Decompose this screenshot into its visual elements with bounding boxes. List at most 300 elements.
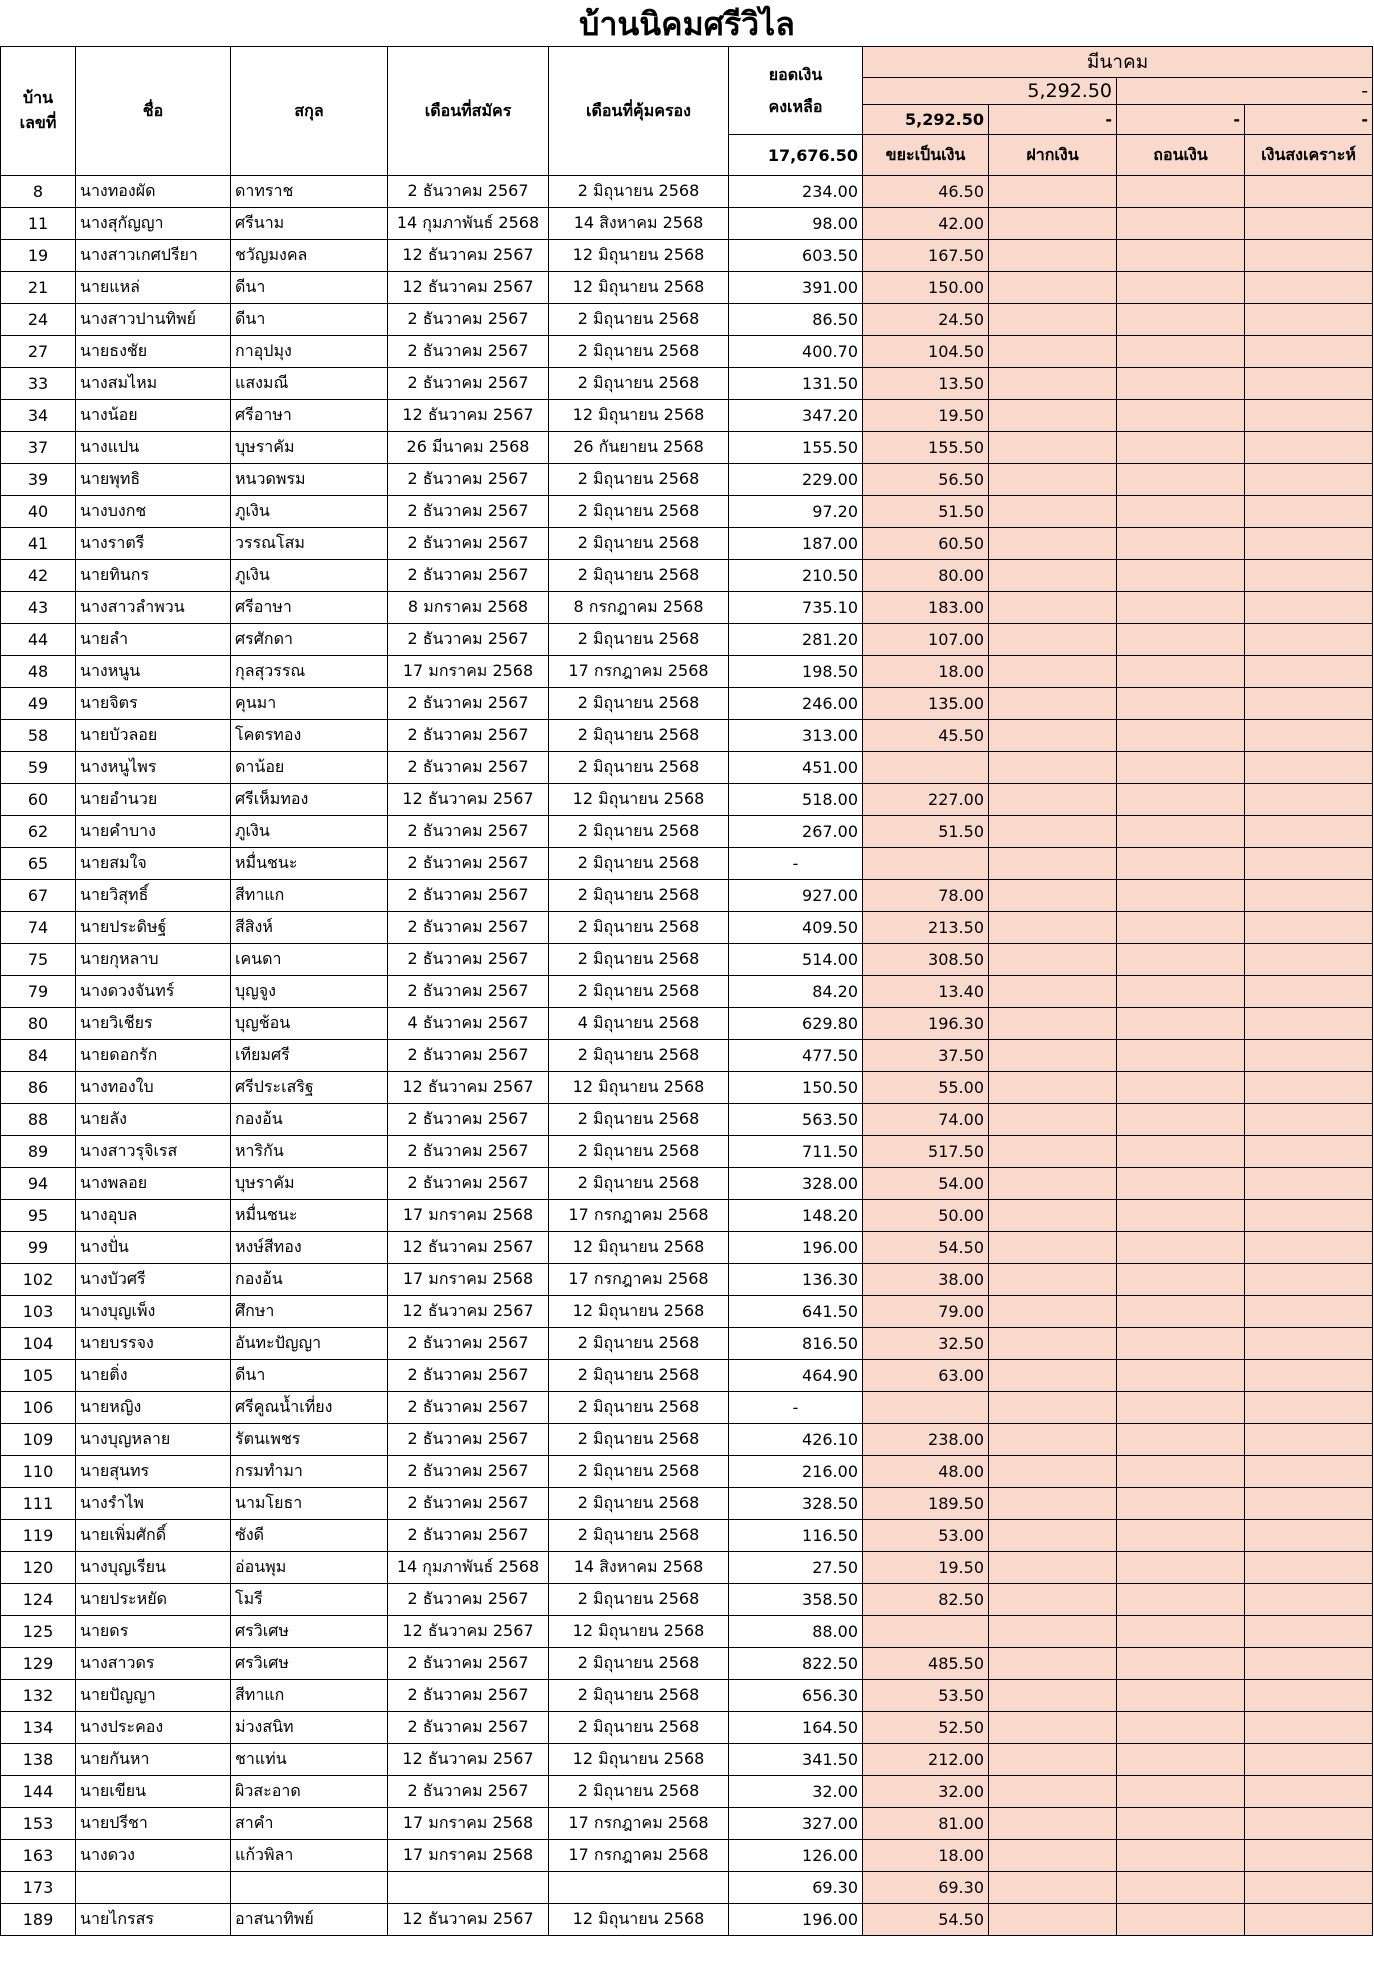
- cell-name: นายอำนวย: [76, 784, 231, 816]
- cell-welfare: [1245, 1488, 1373, 1520]
- cell-applied: 17 มกราคม 2568: [388, 1840, 549, 1872]
- cell-name: นายคำบาง: [76, 816, 231, 848]
- cell-surname: ดีนา: [231, 1360, 388, 1392]
- cell-applied: 2 ธันวาคม 2567: [388, 816, 549, 848]
- cell-welfare: [1245, 1808, 1373, 1840]
- cell-applied: 2 ธันวาคม 2567: [388, 1360, 549, 1392]
- cell-protected: 2 มิถุนายน 2568: [549, 976, 729, 1008]
- cell-name: นางสาวลำพวน: [76, 592, 231, 624]
- cell-house-no: 67: [1, 880, 76, 912]
- cell-withdraw: [1117, 1456, 1245, 1488]
- cell-waste: 54.50: [863, 1232, 989, 1264]
- cell-withdraw: [1117, 528, 1245, 560]
- cell-name: นายติ่ง: [76, 1360, 231, 1392]
- cell-surname: บุษราคัม: [231, 432, 388, 464]
- cell-waste: 167.50: [863, 240, 989, 272]
- cell-withdraw: [1117, 1552, 1245, 1584]
- cell-protected: 2 มิถุนายน 2568: [549, 720, 729, 752]
- cell-protected: 2 มิถุนายน 2568: [549, 752, 729, 784]
- cell-balance: 148.20: [729, 1200, 863, 1232]
- header-surname: สกุล: [231, 47, 388, 176]
- cell-house-no: 48: [1, 656, 76, 688]
- cell-balance: 426.10: [729, 1424, 863, 1456]
- header-waste-value: ขยะเป็นเงิน: [863, 135, 989, 176]
- cell-applied: 2 ธันวาคม 2567: [388, 1584, 549, 1616]
- cell-deposit: [989, 1904, 1117, 1936]
- cell-waste: 485.50: [863, 1648, 989, 1680]
- cell-balance: 187.00: [729, 528, 863, 560]
- cell-withdraw: [1117, 880, 1245, 912]
- cell-name: นางหนูไพร: [76, 752, 231, 784]
- cell-protected: 12 มิถุนายน 2568: [549, 240, 729, 272]
- table-row: [1, 1296, 1373, 1328]
- cell-name: นายเพิ่มศักดิ์: [76, 1520, 231, 1552]
- cell-surname: กาอุปมุง: [231, 336, 388, 368]
- cell-house-no: 134: [1, 1712, 76, 1744]
- cell-surname: ศรีอาษา: [231, 592, 388, 624]
- cell-applied: 8 มกราคม 2568: [388, 592, 549, 624]
- cell-waste: 32.00: [863, 1776, 989, 1808]
- cell-surname: บุษราคัม: [231, 1168, 388, 1200]
- cell-applied: 12 ธันวาคม 2567: [388, 1744, 549, 1776]
- sub-total-4: -: [1245, 105, 1373, 135]
- table-row: [1, 1680, 1373, 1712]
- cell-applied: 2 ธันวาคม 2567: [388, 1520, 549, 1552]
- cell-welfare: [1245, 752, 1373, 784]
- cell-waste: [863, 848, 989, 880]
- table-row: [1, 592, 1373, 624]
- cell-house-no: 125: [1, 1616, 76, 1648]
- cell-balance: 518.00: [729, 784, 863, 816]
- cell-deposit: [989, 464, 1117, 496]
- cell-house-no: 39: [1, 464, 76, 496]
- cell-balance: 88.00: [729, 1616, 863, 1648]
- cell-waste: 52.50: [863, 1712, 989, 1744]
- cell-welfare: [1245, 1584, 1373, 1616]
- cell-house-no: 58: [1, 720, 76, 752]
- sub-total-3: -: [1117, 105, 1245, 135]
- cell-protected: 12 มิถุนายน 2568: [549, 784, 729, 816]
- cell-balance: 464.90: [729, 1360, 863, 1392]
- cell-name: นายกันหา: [76, 1744, 231, 1776]
- cell-deposit: [989, 272, 1117, 304]
- cell-welfare: [1245, 1904, 1373, 1936]
- cell-house-no: 119: [1, 1520, 76, 1552]
- cell-deposit: [989, 848, 1117, 880]
- table-row: [1, 1136, 1373, 1168]
- cell-surname: โคตรทอง: [231, 720, 388, 752]
- cell-balance: 816.50: [729, 1328, 863, 1360]
- header-month: มีนาคม: [863, 47, 1373, 78]
- cell-welfare: [1245, 816, 1373, 848]
- cell-house-no: 11: [1, 208, 76, 240]
- cell-withdraw: [1117, 432, 1245, 464]
- cell-protected: 2 มิถุนายน 2568: [549, 688, 729, 720]
- cell-welfare: [1245, 1392, 1373, 1424]
- cell-deposit: [989, 1648, 1117, 1680]
- cell-balance: 126.00: [729, 1840, 863, 1872]
- cell-surname: กุลสุวรรณ: [231, 656, 388, 688]
- cell-house-no: 173: [1, 1872, 76, 1904]
- table-row: [1, 496, 1373, 528]
- cell-protected: [549, 1872, 729, 1904]
- table-row: [1, 1840, 1373, 1872]
- table-row: [1, 1744, 1373, 1776]
- cell-waste: 55.00: [863, 1072, 989, 1104]
- cell-balance: 641.50: [729, 1296, 863, 1328]
- savings-table: [0, 46, 1373, 1936]
- cell-applied: 2 ธันวาคม 2567: [388, 304, 549, 336]
- cell-house-no: 21: [1, 272, 76, 304]
- cell-surname: ศรีเห็มทอง: [231, 784, 388, 816]
- cell-welfare: [1245, 1552, 1373, 1584]
- cell-waste: 19.50: [863, 1552, 989, 1584]
- cell-protected: 2 มิถุนายน 2568: [549, 368, 729, 400]
- cell-protected: 2 มิถุนายน 2568: [549, 1040, 729, 1072]
- cell-deposit: [989, 1008, 1117, 1040]
- cell-welfare: [1245, 848, 1373, 880]
- cell-balance: 27.50: [729, 1552, 863, 1584]
- cell-withdraw: [1117, 336, 1245, 368]
- cell-welfare: [1245, 1680, 1373, 1712]
- cell-name: นางสาวปานทิพย์: [76, 304, 231, 336]
- cell-balance: 216.00: [729, 1456, 863, 1488]
- cell-welfare: [1245, 688, 1373, 720]
- cell-balance: 86.50: [729, 304, 863, 336]
- cell-name: นายธงชัย: [76, 336, 231, 368]
- cell-name: นางสาวเกศปรียา: [76, 240, 231, 272]
- cell-welfare: [1245, 720, 1373, 752]
- cell-house-no: 111: [1, 1488, 76, 1520]
- cell-waste: 82.50: [863, 1584, 989, 1616]
- cell-house-no: 99: [1, 1232, 76, 1264]
- cell-deposit: [989, 176, 1117, 208]
- page-title: บ้านนิคมศรีวิไล: [579, 5, 795, 43]
- cell-withdraw: [1117, 848, 1245, 880]
- cell-applied: 2 ธันวาคม 2567: [388, 624, 549, 656]
- cell-protected: 2 มิถุนายน 2568: [549, 1680, 729, 1712]
- cell-protected: 12 มิถุนายน 2568: [549, 1296, 729, 1328]
- cell-welfare: [1245, 400, 1373, 432]
- cell-name: นางทองใบ: [76, 1072, 231, 1104]
- cell-deposit: [989, 1744, 1117, 1776]
- cell-name: นายแหล่: [76, 272, 231, 304]
- cell-withdraw: [1117, 1328, 1245, 1360]
- cell-welfare: [1245, 1840, 1373, 1872]
- table-row: [1, 1488, 1373, 1520]
- cell-waste: 155.50: [863, 432, 989, 464]
- cell-name: นายประหยัด: [76, 1584, 231, 1616]
- cell-applied: 12 ธันวาคม 2567: [388, 240, 549, 272]
- cell-protected: 14 สิงหาคม 2568: [549, 1552, 729, 1584]
- cell-surname: ศรีอาษา: [231, 400, 388, 432]
- cell-welfare: [1245, 1072, 1373, 1104]
- cell-name: นายวิเชียร: [76, 1008, 231, 1040]
- cell-balance: 822.50: [729, 1648, 863, 1680]
- cell-welfare: [1245, 624, 1373, 656]
- cell-balance: -: [729, 848, 863, 880]
- cell-deposit: [989, 1232, 1117, 1264]
- cell-withdraw: [1117, 464, 1245, 496]
- cell-applied: 2 ธันวาคม 2567: [388, 1456, 549, 1488]
- cell-surname: คุนมา: [231, 688, 388, 720]
- cell-waste: 37.50: [863, 1040, 989, 1072]
- cell-name: นายดร: [76, 1616, 231, 1648]
- cell-deposit: [989, 1776, 1117, 1808]
- cell-surname: หาริกัน: [231, 1136, 388, 1168]
- cell-deposit: [989, 400, 1117, 432]
- cell-house-no: 75: [1, 944, 76, 976]
- cell-surname: หงษ์สีทอง: [231, 1232, 388, 1264]
- cell-protected: 2 มิถุนายน 2568: [549, 304, 729, 336]
- cell-waste: 13.40: [863, 976, 989, 1008]
- cell-name: นางบุญเรียน: [76, 1552, 231, 1584]
- cell-applied: 2 ธันวาคม 2567: [388, 880, 549, 912]
- cell-applied: 2 ธันวาคม 2567: [388, 528, 549, 560]
- cell-surname: สีทาแก: [231, 880, 388, 912]
- cell-waste: 150.00: [863, 272, 989, 304]
- table-body: [1, 176, 1373, 1936]
- cell-surname: สีสิงห์: [231, 912, 388, 944]
- cell-name: นางบุญเพ็ง: [76, 1296, 231, 1328]
- cell-name: นางสุกัญญา: [76, 208, 231, 240]
- cell-deposit: [989, 1584, 1117, 1616]
- table-row: [1, 656, 1373, 688]
- cell-applied: 12 ธันวาคม 2567: [388, 272, 549, 304]
- table-row: [1, 336, 1373, 368]
- cell-house-no: 43: [1, 592, 76, 624]
- table-row: [1, 1104, 1373, 1136]
- cell-house-no: 34: [1, 400, 76, 432]
- cell-house-no: 79: [1, 976, 76, 1008]
- cell-welfare: [1245, 912, 1373, 944]
- table-row: [1, 848, 1373, 880]
- cell-deposit: [989, 560, 1117, 592]
- cell-protected: 2 มิถุนายน 2568: [549, 1776, 729, 1808]
- cell-name: นายปัญญา: [76, 1680, 231, 1712]
- cell-welfare: [1245, 368, 1373, 400]
- cell-protected: 2 มิถุนายน 2568: [549, 880, 729, 912]
- cell-name: นางรำไพ: [76, 1488, 231, 1520]
- cell-name: นางบุญหลาย: [76, 1424, 231, 1456]
- cell-balance: 84.20: [729, 976, 863, 1008]
- cell-waste: 46.50: [863, 176, 989, 208]
- cell-protected: 12 มิถุนายน 2568: [549, 1232, 729, 1264]
- table-row: [1, 1616, 1373, 1648]
- cell-withdraw: [1117, 1008, 1245, 1040]
- cell-waste: 56.50: [863, 464, 989, 496]
- cell-deposit: [989, 656, 1117, 688]
- cell-name: นางน้อย: [76, 400, 231, 432]
- cell-waste: 183.00: [863, 592, 989, 624]
- table-row: [1, 176, 1373, 208]
- table-row: [1, 880, 1373, 912]
- cell-surname: กรมทำมา: [231, 1456, 388, 1488]
- cell-deposit: [989, 1520, 1117, 1552]
- cell-house-no: 86: [1, 1072, 76, 1104]
- cell-welfare: [1245, 1328, 1373, 1360]
- cell-withdraw: [1117, 272, 1245, 304]
- cell-withdraw: [1117, 784, 1245, 816]
- cell-name: นางพลอย: [76, 1168, 231, 1200]
- cell-applied: 12 ธันวาคม 2567: [388, 1296, 549, 1328]
- cell-waste: 63.00: [863, 1360, 989, 1392]
- cell-applied: 2 ธันวาคม 2567: [388, 560, 549, 592]
- cell-withdraw: [1117, 1840, 1245, 1872]
- cell-protected: 2 มิถุนายน 2568: [549, 912, 729, 944]
- cell-applied: 2 ธันวาคม 2567: [388, 912, 549, 944]
- table-row: [1, 752, 1373, 784]
- cell-name: นายบรรจง: [76, 1328, 231, 1360]
- balance-total: 17,676.50: [729, 135, 863, 176]
- cell-protected: 2 มิถุนายน 2568: [549, 1488, 729, 1520]
- cell-deposit: [989, 1392, 1117, 1424]
- cell-house-no: 94: [1, 1168, 76, 1200]
- cell-house-no: 80: [1, 1008, 76, 1040]
- cell-welfare: [1245, 1424, 1373, 1456]
- table-row: [1, 1232, 1373, 1264]
- header-balance: ยอดเงิน คงเหลือ: [729, 47, 863, 135]
- cell-name: นางแปน: [76, 432, 231, 464]
- cell-protected: 2 มิถุนายน 2568: [549, 816, 729, 848]
- cell-house-no: 153: [1, 1808, 76, 1840]
- cell-house-no: 60: [1, 784, 76, 816]
- cell-applied: 2 ธันวาคม 2567: [388, 464, 549, 496]
- table-row: [1, 1040, 1373, 1072]
- cell-protected: 2 มิถุนายน 2568: [549, 1584, 729, 1616]
- cell-applied: 12 ธันวาคม 2567: [388, 1072, 549, 1104]
- cell-name: นายไกรสร: [76, 1904, 231, 1936]
- cell-withdraw: [1117, 1520, 1245, 1552]
- cell-protected: 2 มิถุนายน 2568: [549, 848, 729, 880]
- cell-house-no: 24: [1, 304, 76, 336]
- cell-balance: 563.50: [729, 1104, 863, 1136]
- cell-applied: 2 ธันวาคม 2567: [388, 1776, 549, 1808]
- cell-balance: 391.00: [729, 272, 863, 304]
- cell-balance: 267.00: [729, 816, 863, 848]
- cell-waste: 53.00: [863, 1520, 989, 1552]
- cell-waste: 54.50: [863, 1904, 989, 1936]
- cell-withdraw: [1117, 912, 1245, 944]
- cell-deposit: [989, 1552, 1117, 1584]
- cell-surname: ผิวสะอาด: [231, 1776, 388, 1808]
- cell-balance: 514.00: [729, 944, 863, 976]
- cell-welfare: [1245, 1168, 1373, 1200]
- cell-applied: 17 มกราคม 2568: [388, 1200, 549, 1232]
- cell-surname: วรรณโสม: [231, 528, 388, 560]
- cell-applied: 2 ธันวาคม 2567: [388, 720, 549, 752]
- cell-protected: 12 มิถุนายน 2568: [549, 1072, 729, 1104]
- cell-applied: 12 ธันวาคม 2567: [388, 784, 549, 816]
- cell-surname: ศรศักดา: [231, 624, 388, 656]
- cell-welfare: [1245, 880, 1373, 912]
- cell-waste: 104.50: [863, 336, 989, 368]
- cell-balance: 210.50: [729, 560, 863, 592]
- cell-withdraw: [1117, 1072, 1245, 1104]
- cell-surname: ดีนา: [231, 304, 388, 336]
- cell-welfare: [1245, 784, 1373, 816]
- table-row: [1, 1648, 1373, 1680]
- cell-name: [76, 1872, 231, 1904]
- cell-balance: 409.50: [729, 912, 863, 944]
- cell-deposit: [989, 1488, 1117, 1520]
- header-name: ชื่อ: [76, 47, 231, 176]
- cell-applied: 2 ธันวาคม 2567: [388, 496, 549, 528]
- cell-applied: 17 มกราคม 2568: [388, 1808, 549, 1840]
- cell-withdraw: [1117, 944, 1245, 976]
- table-row: [1, 976, 1373, 1008]
- table-row: [1, 432, 1373, 464]
- cell-protected: 2 มิถุนายน 2568: [549, 1136, 729, 1168]
- cell-protected: 12 มิถุนายน 2568: [549, 1744, 729, 1776]
- cell-welfare: [1245, 1136, 1373, 1168]
- cell-house-no: 41: [1, 528, 76, 560]
- cell-welfare: [1245, 1872, 1373, 1904]
- cell-protected: 2 มิถุนายน 2568: [549, 1520, 729, 1552]
- cell-name: นายพุทธิ: [76, 464, 231, 496]
- cell-waste: 42.00: [863, 208, 989, 240]
- cell-balance: 131.50: [729, 368, 863, 400]
- cell-balance: 347.20: [729, 400, 863, 432]
- cell-protected: 2 มิถุนายน 2568: [549, 336, 729, 368]
- cell-name: นางหนูน: [76, 656, 231, 688]
- cell-withdraw: [1117, 1904, 1245, 1936]
- cell-protected: 2 มิถุนายน 2568: [549, 1104, 729, 1136]
- cell-name: นายจิตร: [76, 688, 231, 720]
- cell-surname: หนวดพรม: [231, 464, 388, 496]
- cell-surname: ศึกษา: [231, 1296, 388, 1328]
- cell-welfare: [1245, 592, 1373, 624]
- cell-surname: เคนดา: [231, 944, 388, 976]
- header-deposit: ฝากเงิน: [989, 135, 1117, 176]
- cell-welfare: [1245, 976, 1373, 1008]
- cell-deposit: [989, 528, 1117, 560]
- cell-waste: [863, 752, 989, 784]
- cell-surname: กองอ้น: [231, 1104, 388, 1136]
- cell-deposit: [989, 944, 1117, 976]
- cell-waste: 135.00: [863, 688, 989, 720]
- cell-protected: 17 กรกฎาคม 2568: [549, 1264, 729, 1296]
- cell-surname: ชาแท่น: [231, 1744, 388, 1776]
- sub-total-1: 5,292.50: [863, 105, 989, 135]
- sub-total-2: -: [989, 105, 1117, 135]
- cell-deposit: [989, 880, 1117, 912]
- cell-balance: 196.00: [729, 1904, 863, 1936]
- cell-house-no: 144: [1, 1776, 76, 1808]
- table-row: [1, 464, 1373, 496]
- cell-waste: 517.50: [863, 1136, 989, 1168]
- cell-deposit: [989, 304, 1117, 336]
- cell-house-no: 44: [1, 624, 76, 656]
- cell-house-no: 189: [1, 1904, 76, 1936]
- cell-deposit: [989, 1264, 1117, 1296]
- cell-withdraw: [1117, 1648, 1245, 1680]
- table-row: [1, 208, 1373, 240]
- cell-withdraw: [1117, 1200, 1245, 1232]
- cell-waste: [863, 1392, 989, 1424]
- cell-waste: 213.50: [863, 912, 989, 944]
- cell-applied: 26 มีนาคม 2568: [388, 432, 549, 464]
- cell-balance: 155.50: [729, 432, 863, 464]
- cell-applied: 17 มกราคม 2568: [388, 1264, 549, 1296]
- cell-surname: บุญช้อน: [231, 1008, 388, 1040]
- table-row: [1, 816, 1373, 848]
- cell-name: นายปรีชา: [76, 1808, 231, 1840]
- cell-welfare: [1245, 1520, 1373, 1552]
- cell-name: นายทินกร: [76, 560, 231, 592]
- cell-surname: นามโยธา: [231, 1488, 388, 1520]
- cell-withdraw: [1117, 1776, 1245, 1808]
